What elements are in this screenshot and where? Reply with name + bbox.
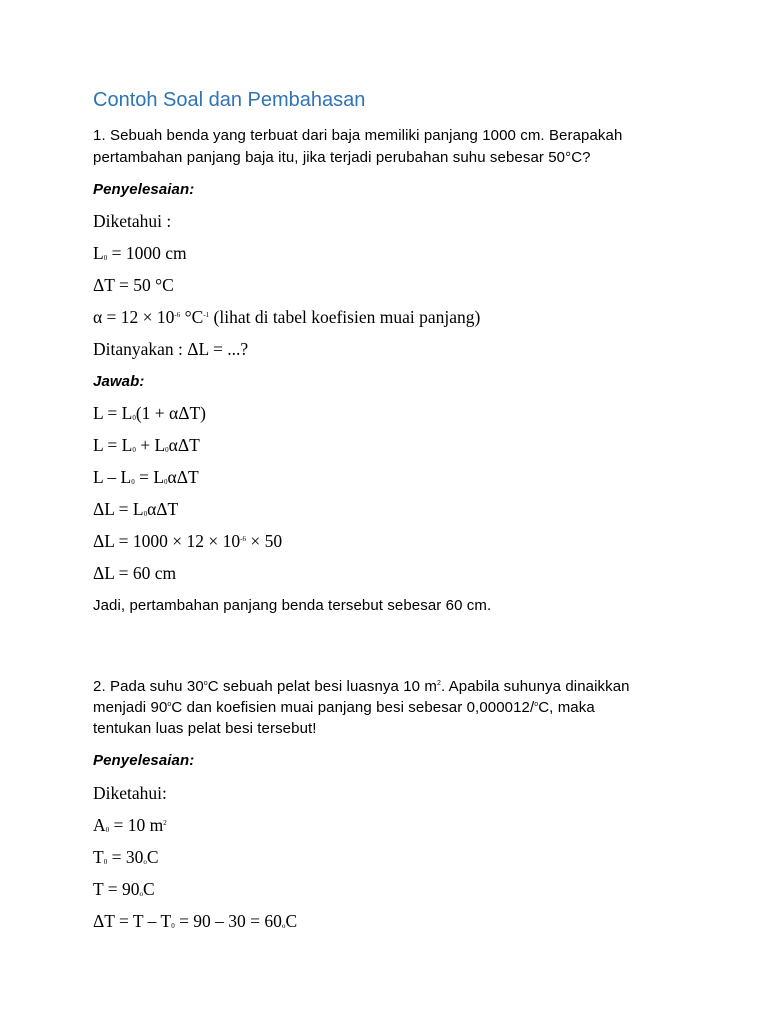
problem2-given-T0: $T_0 = 30_oC$ — [93, 847, 159, 867]
problem2-question-line3: tentukan luas pelat besi tersebut! — [93, 720, 317, 737]
problem1-ditanyakan: Ditanyakan : ΔL = ...? — [93, 339, 249, 359]
problem1-question-line1: 1. Sebuah benda yang terbuat dari baja memiliki panjang 1000 cm. Berapakah — [93, 127, 623, 144]
problem1-given-alpha: $\alpha = 12 \times 10^{-6}$ $^\circ C^{-1}$ (lihat di tabel koefisien muai panjang) — [93, 307, 481, 327]
problem2-deltaT: $\Delta T = T - T_0 = 90 - 30 = 60_oC$ — [93, 911, 298, 931]
problem1-step2: $L = L_0 + L_0\alpha\Delta T$ — [93, 435, 200, 455]
problem2-given-T: $T = 90_oC$ — [93, 879, 155, 899]
problem1-jawab-label: Jawab: — [93, 373, 145, 390]
problem1-step3: $L - L_0 = L_0\alpha\Delta T$ — [93, 467, 199, 487]
page-title: Contoh Soal dan Pembahasan — [93, 89, 366, 111]
problem1-conclusion: Jadi, pertambahan panjang benda tersebut sebesar 60 cm. — [93, 597, 492, 614]
problem1-question-line2: pertambahan panjang baja itu, jika terjadi perubahan suhu sebesar 50°C? — [93, 149, 591, 166]
problem1-diketahui-label: Diketahui : — [93, 211, 172, 231]
problem1-given-deltaT: ΔT = 50 °C — [93, 275, 174, 295]
problem1-given-L0: $L_0 = 1000$ cm — [93, 243, 187, 263]
problem2-question-line1: 2. Pada suhu 30$^o$C sebuah pelat besi luasnya 10 $m^2$. Apabila suhunya dinaikkan — [93, 678, 630, 695]
problem2-question-line2: menjadi 90$^o$C dan koefisien muai panjang besi sebesar 0,000012/$^o$C, maka — [93, 699, 595, 716]
problem1-step1: $L = L_0(1 + \alpha\Delta T)$ — [93, 403, 206, 423]
problem2-penyelesaian-label: Penyelesaian: — [93, 752, 195, 769]
problem1-step6: ΔL = 60 cm — [93, 563, 177, 583]
problem2-given-A0: $A_0 = 10$ $m^2$ — [93, 815, 167, 835]
problem1-step5: $\Delta L = 1000 \times 12 \times 10^{-6} \times 50$ — [93, 531, 283, 551]
problem1-penyelesaian-label: Penyelesaian: — [93, 181, 195, 198]
problem1-step4: $\Delta L = L_0\alpha\Delta T$ — [93, 499, 179, 519]
problem2-diketahui-label: Diketahui: — [93, 783, 167, 803]
